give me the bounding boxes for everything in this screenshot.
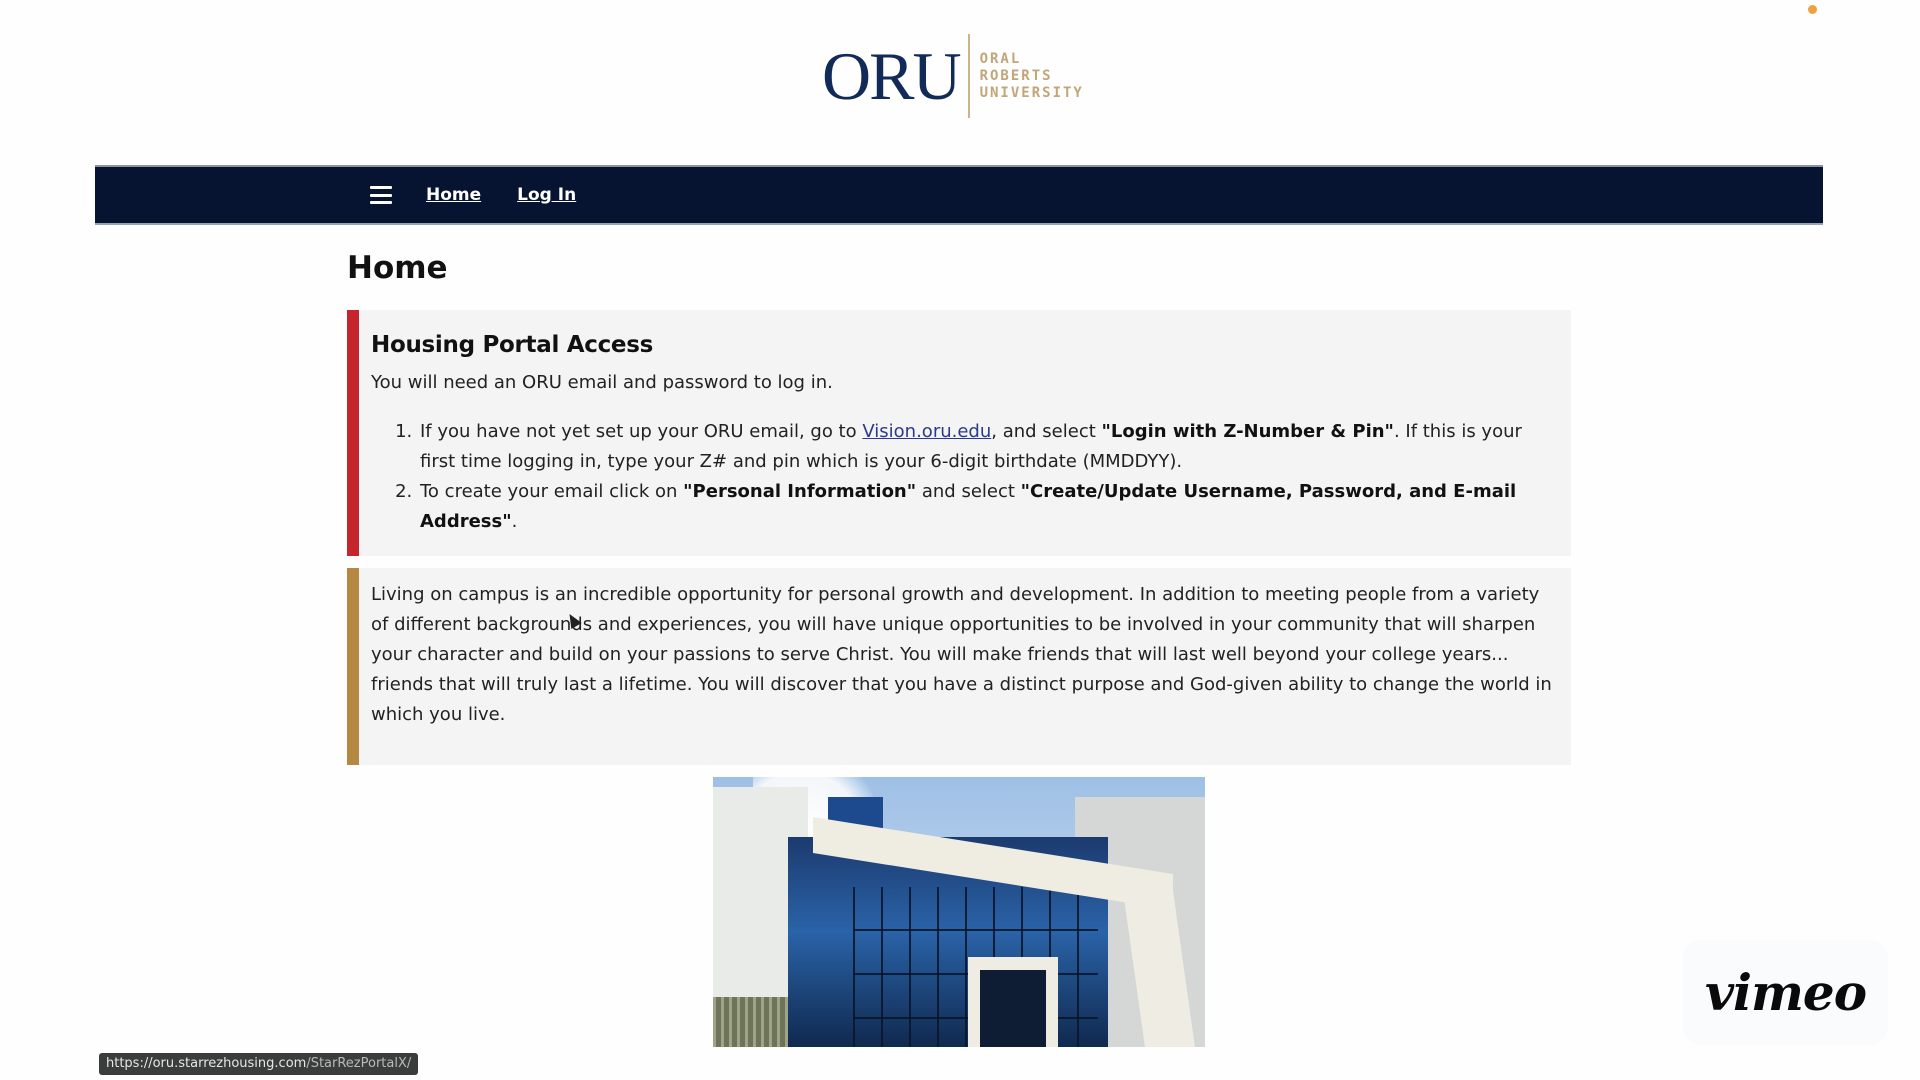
vimeo-logo-icon: vimeo: [1704, 963, 1867, 1022]
logo-divider: [968, 34, 970, 118]
recording-indicator-dot: [1808, 5, 1817, 14]
vimeo-watermark-button[interactable]: [1683, 940, 1888, 1045]
hamburger-menu-icon[interactable]: [370, 186, 392, 204]
link-hover-status-url: https://oru.starrezhousing.com/StarRezPortalX/: [99, 1053, 418, 1075]
main-navbar: [95, 165, 1823, 225]
campus-living-intro-panel: [347, 568, 1571, 765]
residence-hall-photo: [713, 777, 1205, 1047]
panel-subtitle: You will need an ORU email and password to log in.: [371, 372, 833, 393]
logo-word-university: UNIVERSITY: [979, 84, 1084, 101]
intro-paragraph: Living on campus is an incredible opportunity for personal growth and development. In addition to meeting people from a variety of different backgrounds and experiences, you will have unique opportunities to be involved in your community that will sharpen your character and build on your passions to serve Christ. You will make friends that will last well beyond your college years... friends that will truly last a lifetime. You will discover that you have a distinct purpose and God-given ability to change the world in which you live.: [371, 584, 1552, 725]
vision-link[interactable]: Vision.oru.edu: [862, 421, 992, 442]
page-title: Home: [347, 250, 448, 286]
panel-content: [371, 310, 1553, 537]
housing-portal-access-panel: [347, 310, 1571, 556]
login-steps-list: [371, 417, 1553, 537]
logo-word-roberts: ROBERTS: [979, 67, 1053, 84]
navbar-inner: [370, 167, 612, 223]
logo-word-oral: ORAL: [979, 50, 1022, 67]
logo-wordmark: [980, 51, 1084, 102]
nav-link-login[interactable]: Log In: [517, 185, 577, 205]
panel-accent-bar: [347, 568, 359, 765]
panel-accent-bar: [347, 310, 359, 556]
logo-mark: ORU: [822, 38, 960, 114]
panel-heading: Housing Portal Access: [371, 332, 653, 358]
nav-link-home[interactable]: Home: [426, 185, 482, 205]
oru-logo[interactable]: [822, 33, 1084, 119]
panel-content: [371, 568, 1553, 730]
step-item-1: 1. If you have not yet set up your ORU email, go to Vision.oru.edu, and select "Login with Z-Number & Pin". If this is your first time logging in, type your Z# and pin which is your 6-digit birthdate (MMDDYY).: [418, 417, 1553, 477]
step-item-2: 2. To create your email click on "Personal Information" and select "Create/Update Username, Password, and E-mail Address".: [418, 477, 1553, 537]
